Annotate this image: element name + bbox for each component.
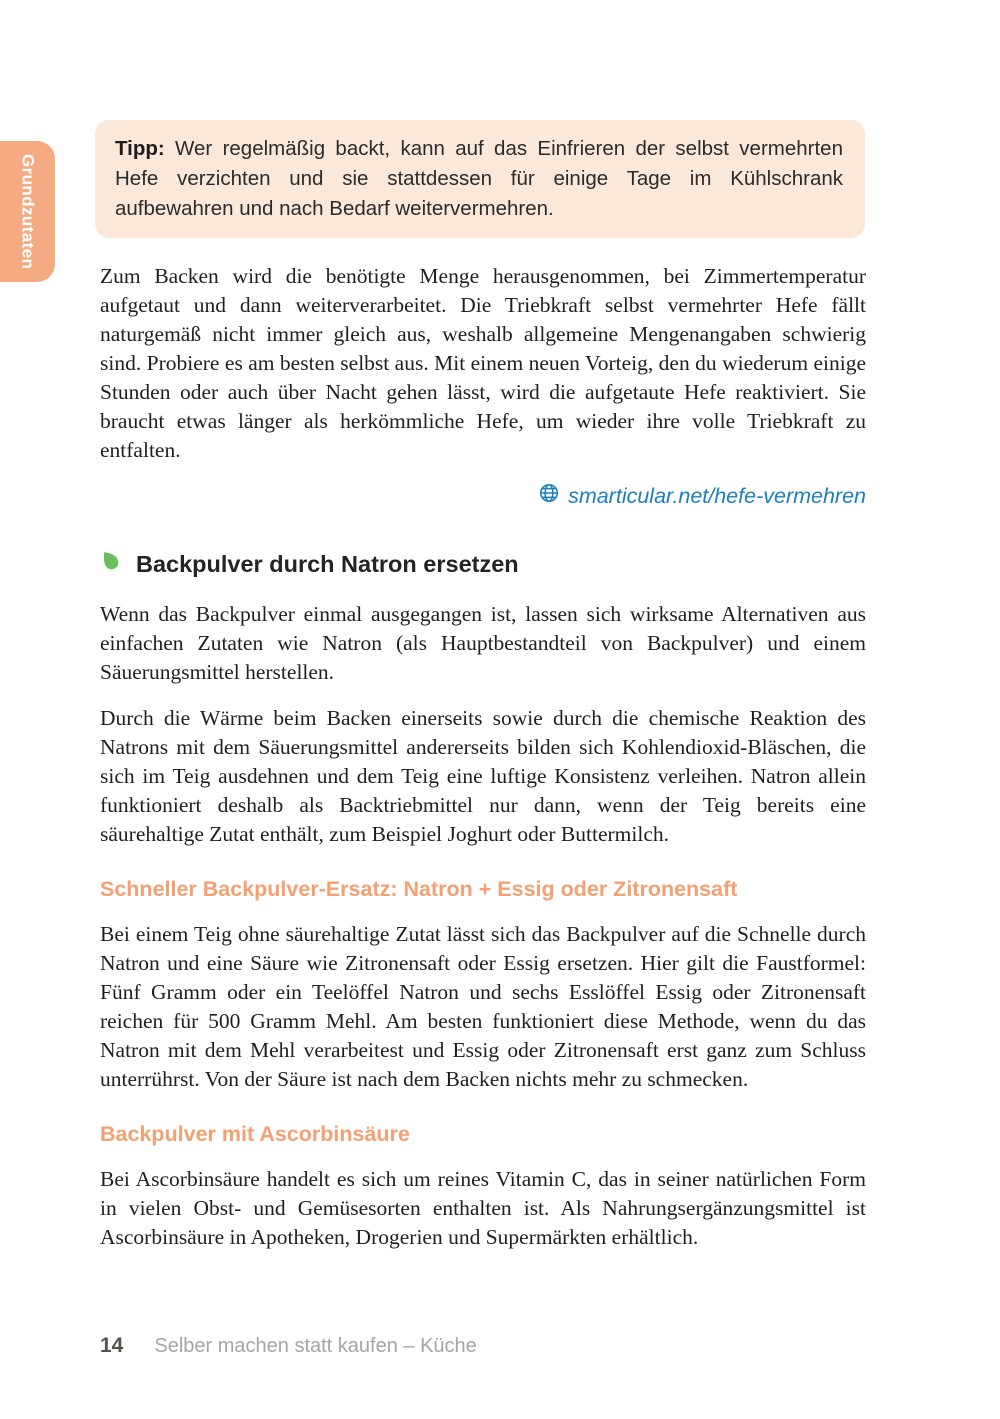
subsection-heading-ascorbinsaeure: Backpulver mit Ascorbinsäure [100,1122,410,1146]
page-footer [100,1334,477,1358]
intro-paragraph: Zum Backen wird die benötigte Menge herausgenommen, bei Zimmertemperatur aufgetaut und dann weiterverarbeitet. Die Triebkraft selbst vermehrter Hefe fällt naturgemäß nicht immer gleich aus, weshalb allgemeine Mengenangaben schwierig sind. Probiere es am besten selbst aus. Mit einem neuen Vorteig, den du wiederum einige Stunden oder auch über Nacht gehen lässt, wird die aufgetaute Hefe reaktiviert. Sie braucht etwas länger als herkömmliche Hefe, um wieder ihre volle Triebkraft zu entfalten. [100,264,866,462]
subsection-paragraph: Bei einem Teig ohne säurehaltige Zutat lässt sich das Backpulver auf die Schnelle durch Natron und eine Säure wie Zitronensaft oder Essig ersetzen. Hier gilt die Faustformel: Fünf Gramm oder ein Teelöffel Natron und sechs Esslöffel Essig oder Zitronensaft reichen für 500 Gramm Mehl. Am besten funktioniert diese Methode, wenn du das Natron mit dem Mehl verarbeitest und Essig oder Zitronensaft erst ganz zum Schluss unterrührst. Von der Säure ist nach dem Backen nichts mehr zu schmecken. [100,922,866,1091]
tip-label: Tipp: [115,137,165,160]
leaf-icon [100,550,122,578]
source-link[interactable] [538,482,866,510]
globe-icon [538,482,560,510]
source-link-label: smarticular.net/hefe-vermehren [568,483,866,508]
subsection-heading-natron-essig: Schneller Backpulver-Ersatz: Natron + Essig oder Zitronensaft [100,877,738,901]
page-number: 14 [100,1334,124,1357]
section-paragraph: Durch die Wärme beim Backen einerseits sowie durch die chemische Reaktion des Natrons mit dem Säuerungsmittel andererseits bilden sich Kohlendioxid-Bläschen, die sich im Teig ausdehnen und dem Teig eine luftige Konsistenz verleihen. Natron allein funktioniert deshalb als Backtriebmittel nur dann, wenn der Teig bereits eine säurehaltige Zutat enthält, zum Beispiel Joghurt oder Buttermilch. [100,706,866,846]
subsection-paragraph: Bei Ascorbinsäure handelt es sich um reines Vitamin C, das in seiner natürlichen Form in vielen Obst- und Gemüsesorten enthalten ist. Als Nahrungsergänzungsmittel ist Ascorbinsäure in Apotheken, Drogerien und Supermärkten erhältlich. [100,1167,866,1249]
chapter-tab-label: Grundzutaten [18,153,38,270]
source-link-row [100,482,866,512]
section-heading [100,550,866,578]
tip-text [115,134,843,224]
tip-body: Wer regelmäßig backt, kann auf das Einfrieren der selbst vermehrten Hefe verzichten und sie stattdessen für einige Tage im Kühlschrank aufbewahren und nach Bedarf weitervermehren. [115,137,843,220]
section-paragraph: Wenn das Backpulver einmal ausgegangen ist, lassen sich wirksame Alternativen aus einfachen Zutaten wie Natron (als Hauptbestandteil von Backpulver) und einem Säuerungsmittel herstellen. [100,602,866,684]
section-heading-label: Backpulver durch Natron ersetzen [136,550,519,577]
chapter-tab [0,141,55,282]
page-content [100,120,866,1269]
tip-box [95,120,865,238]
footer-title: Selber machen statt kaufen – Küche [154,1335,477,1357]
